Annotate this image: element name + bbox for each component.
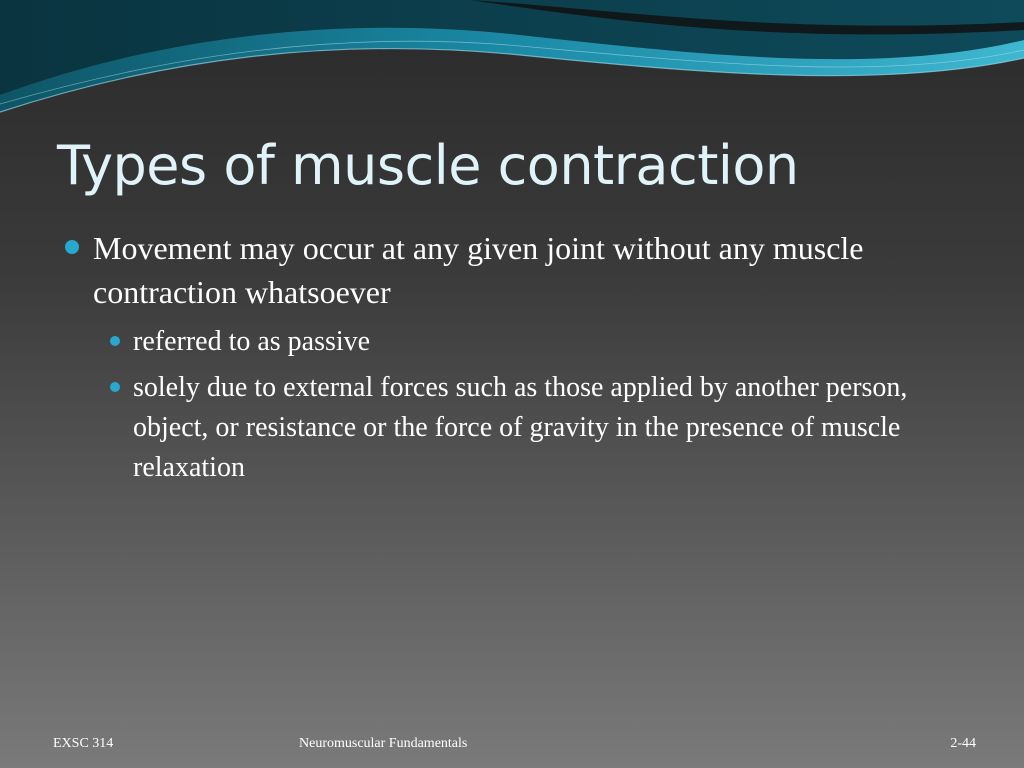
- bullet-dot-icon: [65, 240, 79, 254]
- slide-title: Types of muscle contraction: [57, 134, 799, 197]
- footer-topic: Neuromuscular Fundamentals: [299, 736, 468, 751]
- sub-bullet-text: solely due to external forces such as those applied by another person, object, or resistance or the force of gravity in the presence of muscle relaxation: [133, 372, 908, 483]
- bullet-dot-icon: [110, 336, 120, 346]
- sub-bullet-item: [100, 322, 960, 362]
- bullet-dot-icon: [110, 382, 120, 392]
- bullet-list: [60, 226, 960, 488]
- header-wave-decoration: [0, 0, 1024, 130]
- footer-course: EXSC 314: [53, 736, 114, 751]
- footer-slide-number: 2-44: [950, 736, 976, 751]
- sub-bullet-text: referred to as passive: [133, 326, 371, 357]
- sub-bullet-item: [100, 368, 960, 488]
- bullet-text: Movement may occur at any given joint without any muscle contraction whatsoever: [93, 230, 864, 310]
- bullet-item: [60, 226, 960, 314]
